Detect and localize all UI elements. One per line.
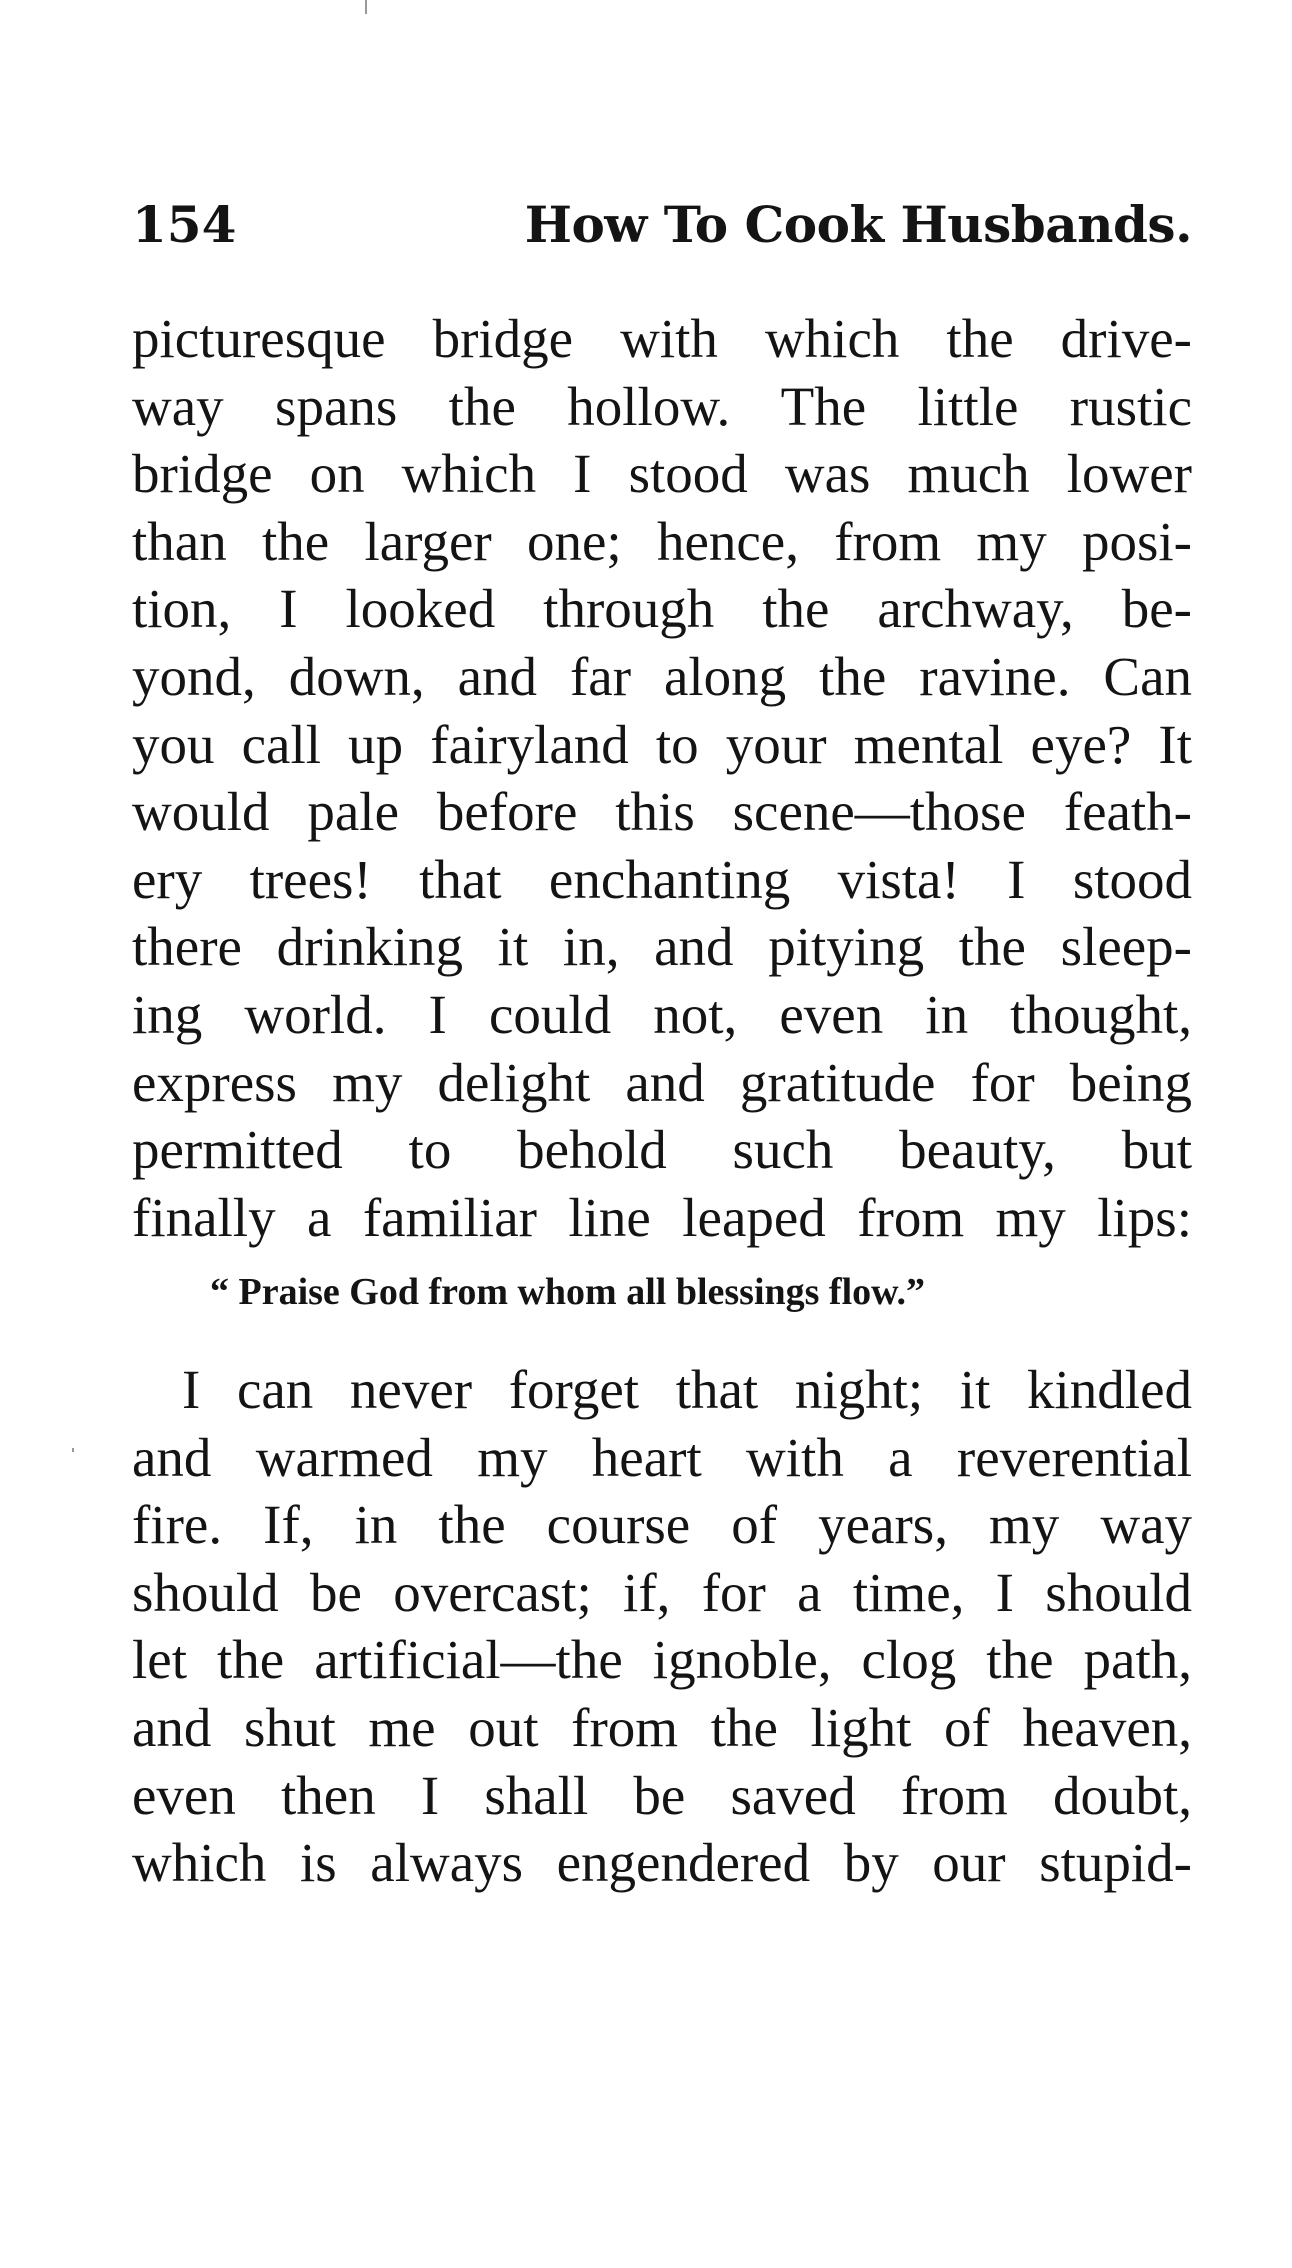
text-line: ing world. I could not, even in thought, <box>132 983 1192 1045</box>
text-line: way spans the hollow. The little rustic <box>132 375 1192 437</box>
text-line: tion, I looked through the archway, be- <box>132 578 1192 640</box>
text-line: even then I shall be saved from doubt, <box>132 1764 1192 1826</box>
text-line: ery trees! that enchanting vista! I stood <box>132 848 1192 910</box>
text-line: I can never forget that night; it kindled <box>182 1359 1192 1420</box>
scan-mark <box>365 0 367 14</box>
text-line: and warmed my heart with a reverential <box>132 1426 1192 1488</box>
text-line: finally a familiar line leaped from my lips: <box>132 1186 1192 1248</box>
hymn-quote: “ Praise God from whom all blessings flow.” <box>210 1271 925 1313</box>
text-line: there drinking it in, and pitying the sleep- <box>132 916 1192 978</box>
text-line: picturesque bridge with which the drive- <box>132 308 1192 369</box>
text-line: would pale before this scene—those feath- <box>132 781 1192 843</box>
text-line: yond, down, and far along the ravine. Can <box>132 645 1192 707</box>
text-line: permitted to behold such beauty, but <box>132 1119 1192 1181</box>
running-title: How To Cook Husbands. <box>524 195 1192 254</box>
paragraph-2 <box>132 1356 1192 1897</box>
text-line: you call up fairyland to your mental eye? It <box>132 713 1192 775</box>
text-line: than the larger one; hence, from my posi- <box>132 510 1192 572</box>
text-line: fire. If, in the course of years, my way <box>132 1494 1192 1556</box>
text-line: which is always engendered by our stupid- <box>132 1832 1192 1894</box>
text-line: express my delight and gratitude for being <box>132 1051 1192 1113</box>
page-number: 154 <box>132 195 237 254</box>
text-line: let the artificial—the ignoble, clog the path, <box>132 1629 1192 1691</box>
running-head <box>132 190 1192 270</box>
paragraph-1 <box>132 305 1192 1251</box>
text-line: should be overcast; if, for a time, I should <box>132 1561 1192 1623</box>
text-line: and shut me out from the light of heaven, <box>132 1696 1192 1758</box>
text-line: bridge on which I stood was much lower <box>132 443 1192 505</box>
margin-mark <box>72 1448 74 1452</box>
